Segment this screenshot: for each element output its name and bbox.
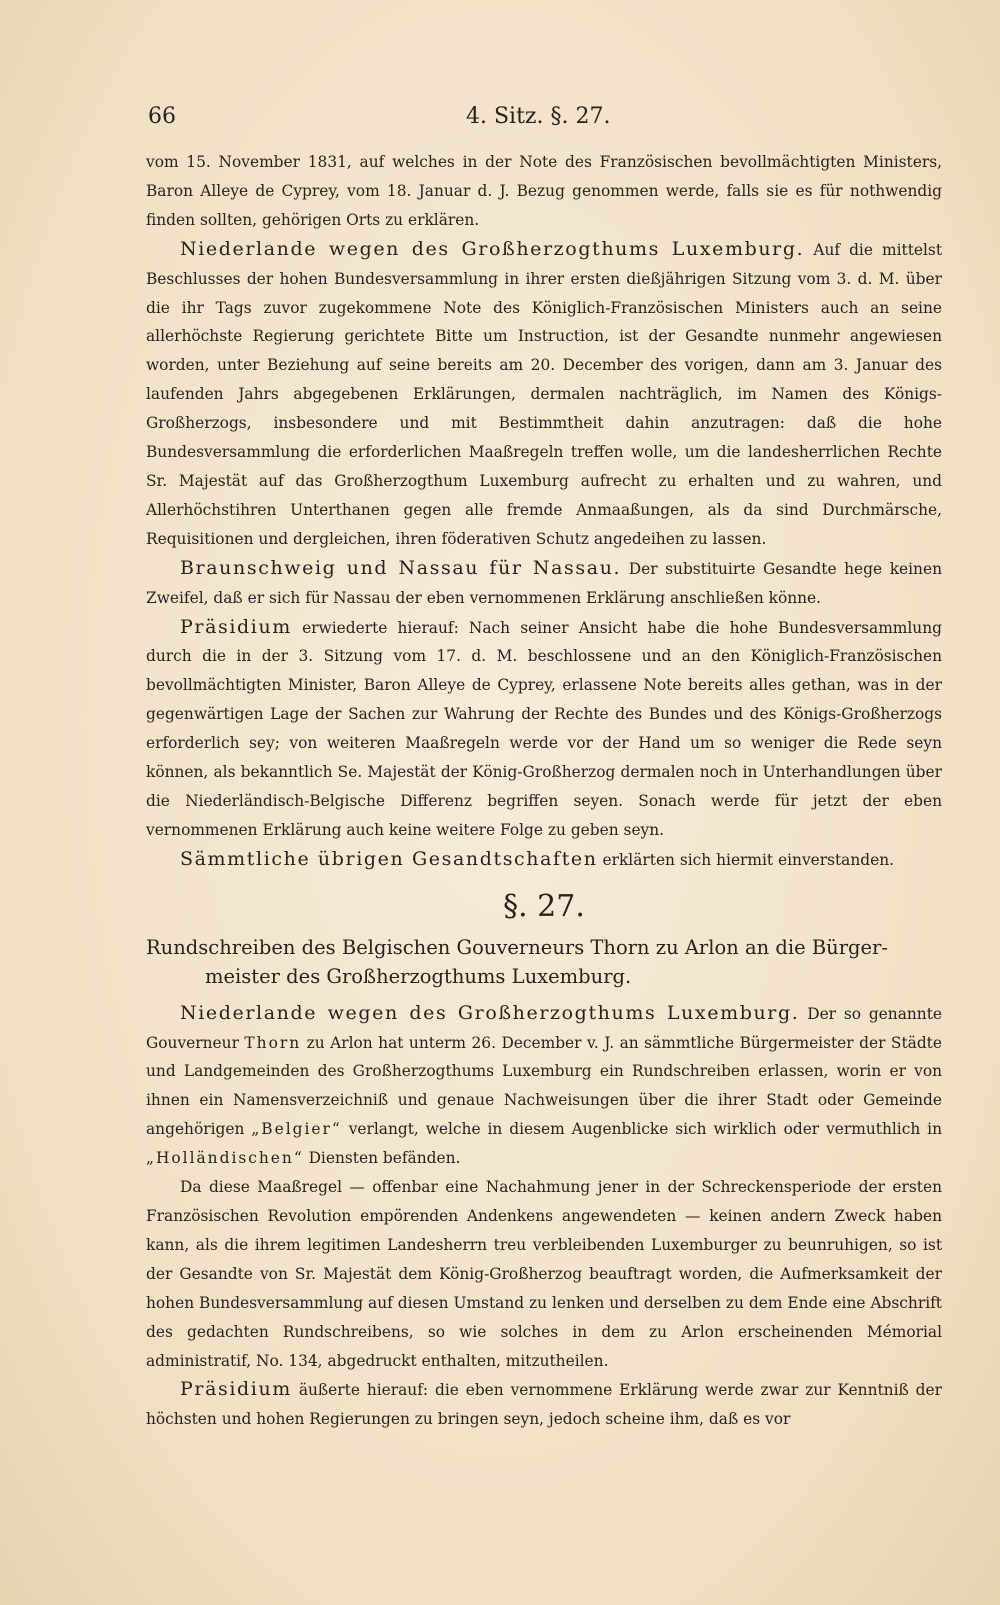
paragraph-measure: Da diese Maaßregel — offenbar eine Nachahmung jener in der Schreckensperiode der ersten Französischen Revolution empörenden Andenkens angewendeten — keinen andern Zweck haben kann, als die ihrem legitimen Landesherrn treu verbleibenden Luxemburger zu beunruhigen, so ist der Gesandte von Sr. Majestät dem König-Großherzog beauftragt worden, die Aufmerksamkeit der hohen Bundesversammlung auf diesen Umstand zu lenken und derselben zu dem Ende eine Abschrift des gedachten Rundschreibens, so wie solches in dem zu Arlon erscheinenden Mémorial administratif, No. 134, abgedruckt enthalten, mitzutheilen. — [146, 1178, 942, 1370]
paragraph-other-delegations — [146, 845, 942, 875]
quote-belgier: „Belgier“ — [251, 1120, 342, 1139]
section-number: §. 27. — [503, 888, 585, 924]
speaker-braunschweig-nassau: Braunschweig und Nassau für Nassau. — [180, 556, 622, 579]
section-heading-line-1: Rundschreiben des Belgischen Gouverneurs Thorn zu Arlon an die Bürger- — [146, 935, 888, 959]
paragraph-text: äußerte hierauf: die eben vernommene Erklärung werde zwar zur Kenntniß der höchsten und hohen Regierungen zu bringen seyn, jedoch scheine ihm, daß es vor — [146, 1381, 942, 1429]
section-heading-line-2: meister des Großherzogthums Luxemburg. — [205, 964, 632, 988]
page-header — [148, 104, 936, 134]
paragraph-praesidium-reply — [146, 1375, 942, 1434]
paragraph-text: Diensten befänden. — [308, 1149, 461, 1168]
speaker-praesidium: Präsidium — [180, 615, 292, 638]
paragraph-text: Auf die mittelst Beschlusses der hohen Bundesversammlung in ihrer ersten dießjährigen Sitzung vom 3. d. M. über die ihr Tags zuvor zugekommene Note des Königlich-Französischen Ministers auch an seine allerhöchste Regierung gerichtete Bitte um Instruction, ist der Gesandte nunmehr angewiesen worden, unter Beziehung auf seine bereits am 20. December des vorigen, dann am 3. Januar des laufenden Jahrs abgegebenen Erklärungen, dermalen nachträglich, im Namen des Königs-Großherzogs, insbesondere und mit Bestimmtheit dahin anzutragen: daß die hohe Bundesversammlung die erforderlichen Maaßregeln treffen wolle, um die landesherrlichen Rechte Sr. Majestät auf das Großherzogthum Luxemburg aufrecht zu erhalten und zu wahren, und Allerhöchstihren Unterthanen gegen alle fremde Anmaaßungen, als da sind Durchmärsche, Requisitionen und dergleichen, ihren föderativen Schutz angedeihen zu lassen. — [146, 240, 942, 548]
paragraph-text: verlangt, welche in diesem Augenblicke sich wirklich oder vermuthlich in — [348, 1120, 942, 1139]
running-head: 4. Sitz. §. 27. — [466, 104, 611, 129]
speaker-netherlands: Niederlande wegen des Großherzogthums Luxemburg. — [180, 237, 805, 260]
page-body — [146, 148, 942, 1434]
speaker-praesidium: Präsidium — [180, 1378, 292, 1401]
paragraph-continuation: vom 15. November 1831, auf welches in der Note des Französischen bevollmächtigten Ministers, Baron Alleye de Cyprey, vom 18. Januar d. J. Bezug genommen werde, falls sie es für nothwendig finden sollten, gehörigen Orts zu erklären. — [146, 153, 942, 229]
name-thorn: Thorn — [244, 1033, 302, 1052]
paragraph-text: zu Arlon hat unterm 26. December v. J. an sämmtliche Bürgermeister der Städte und Landgemeinden des Großherzogthums Luxemburg ein Rundschreiben erlassen, worin er von ihnen ein Namensverzeichniß und genaue Nachweisungen über die ihrer Stadt oder Gemeinde angehörigen — [146, 1033, 942, 1139]
paragraph-praesidium — [146, 613, 942, 845]
paragraph-netherlands-statement — [146, 235, 942, 554]
paragraph-text: Der so genannte Gouverneur — [146, 1004, 942, 1052]
page-number: 66 — [148, 104, 176, 129]
quote-hollaendischen: „Holländischen“ — [146, 1149, 304, 1168]
paragraph-text: erwiederte hierauf: Nach seiner Ansicht habe die hohe Bundesversammlung durch die in der 3. Sitzung vom 17. d. M. beschlossene und an den Königlich-Französischen bevollmächtigten Minister, Baron Alleye de Cyprey, erlassene Note bereits alles gethan, was in der gegenwärtigen Lage der Sachen zur Wahrung der Rechte des Bundes und des Königs-Großherzogs erforderlich sey; von weiteren Maaßregeln werde vor der Hand um so weniger die Rede seyn können, als bekanntlich Se. Majestät der König-Großherzog dermalen noch in Unterhandlungen über die Niederländisch-Belgische Differenz begriffen seyen. Sonach werde für jetzt der eben vernommenen Erklärung auch keine weitere Folge zu geben seyn. — [146, 618, 942, 839]
section-heading — [146, 933, 942, 991]
paragraph-braunschweig-nassau — [146, 554, 942, 613]
paragraph-text: erklärten sich hiermit einverstanden. — [602, 850, 895, 869]
paragraph-text: Der substituirte Gesandte hege keinen Zweifel, daß er sich für Nassau der eben vernommenen Erklärung anschließen könne. — [146, 559, 942, 607]
paragraph-netherlands-circular — [146, 999, 942, 1173]
speaker-other-delegations: Sämmtliche übrigen Gesandtschaften — [180, 847, 598, 870]
speaker-netherlands: Niederlande wegen des Großherzogthums Luxemburg. — [180, 1001, 800, 1024]
